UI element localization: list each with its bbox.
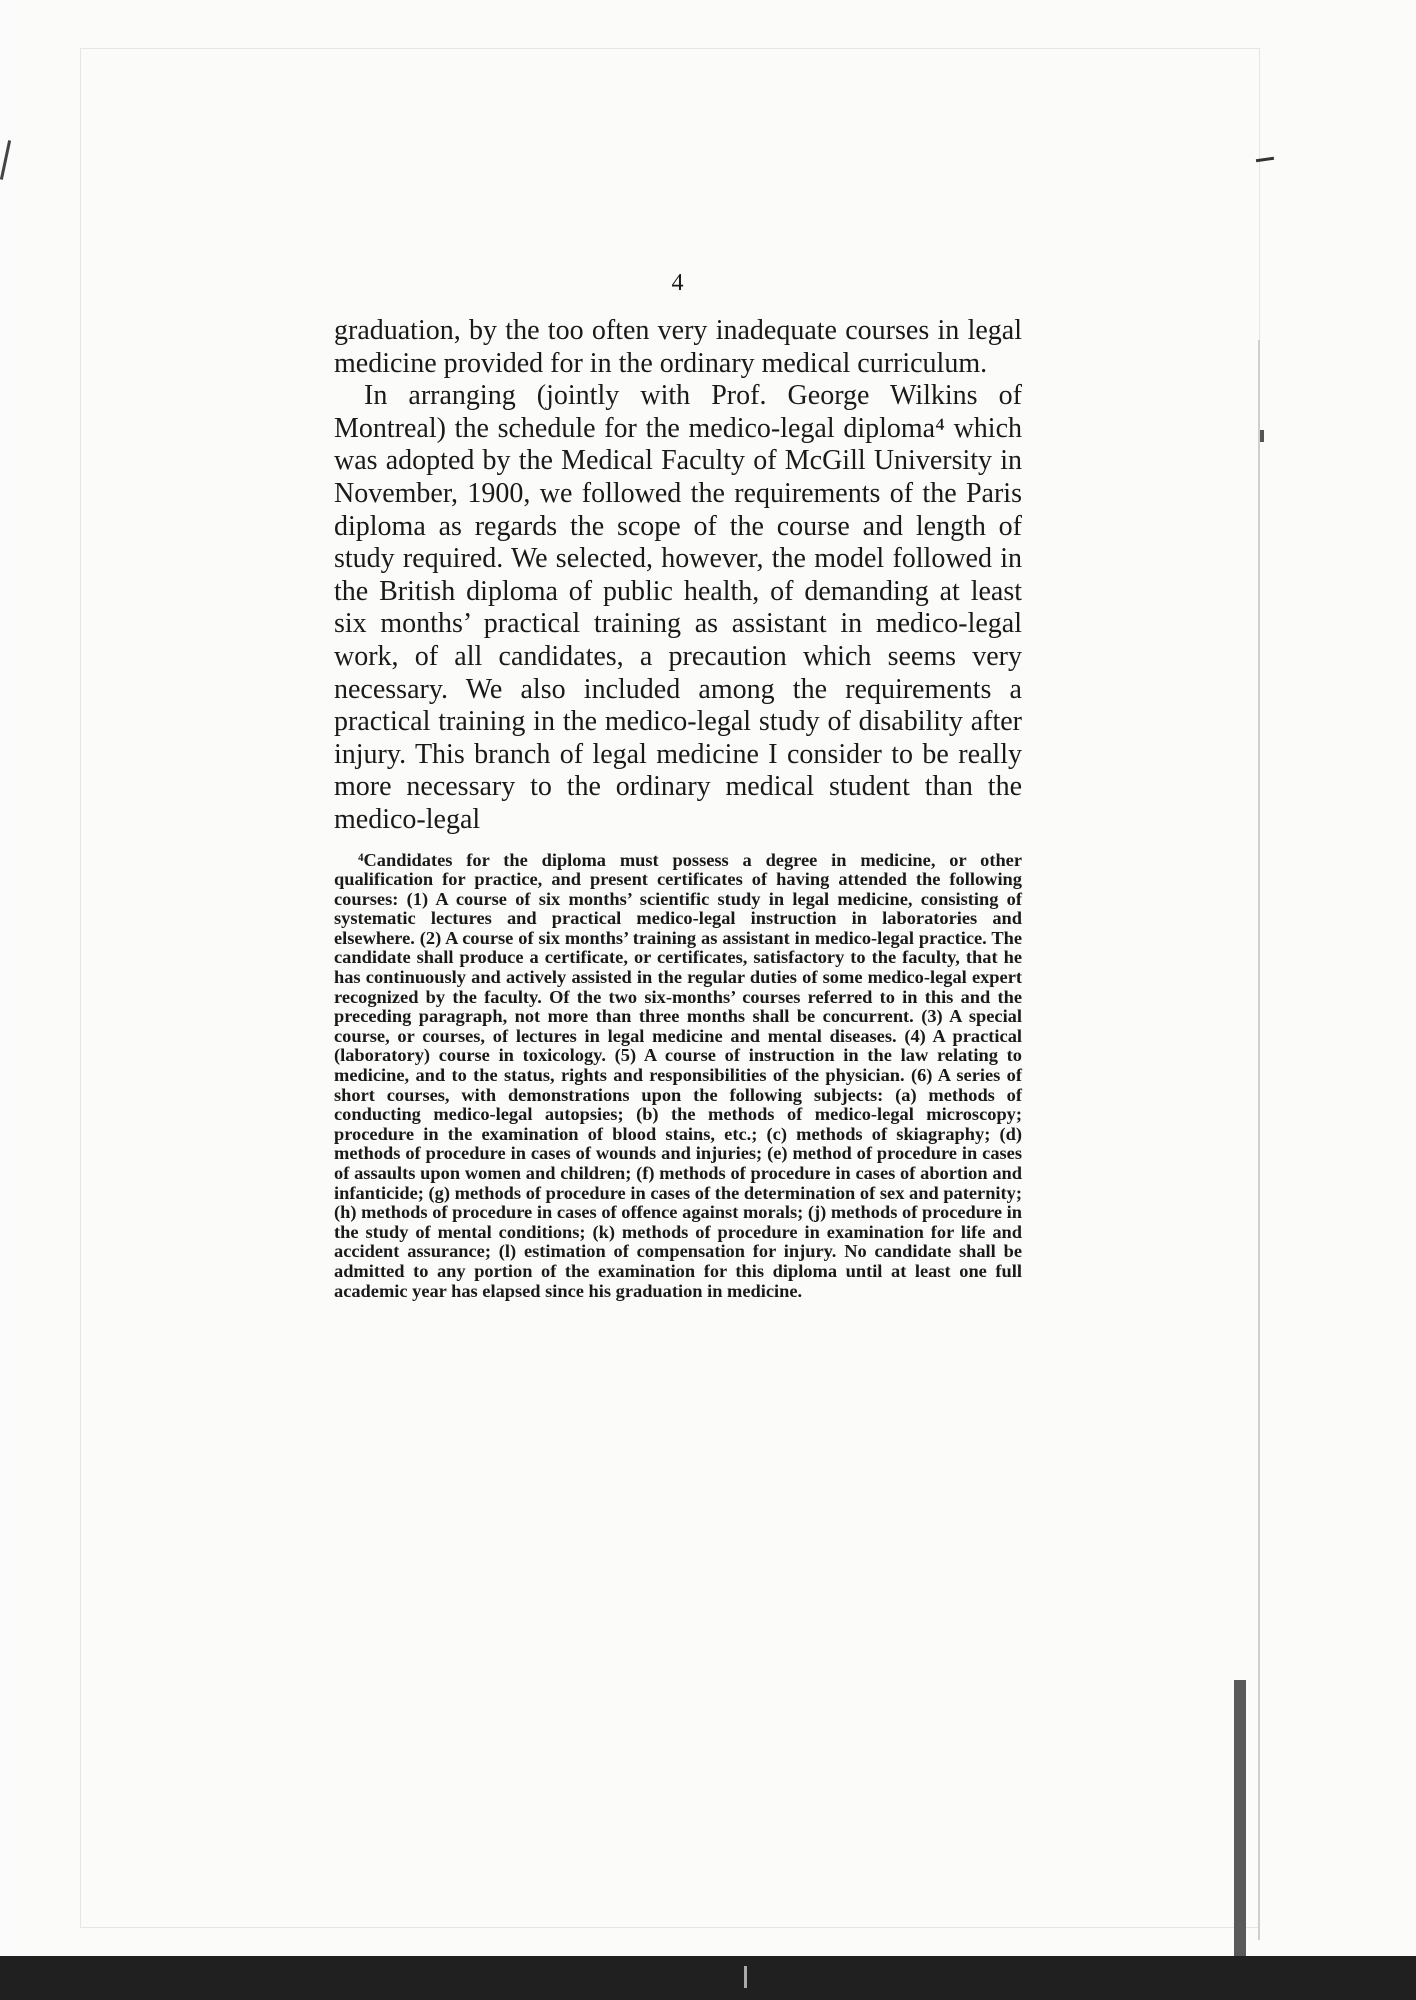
page-number: 4 bbox=[671, 270, 685, 296]
scan-mark bbox=[744, 1966, 747, 1988]
footnote: ⁴Candidates for the diploma must possess a degree in medicine, or other qualification for practice, and present certificates of having attended the following courses: (1) A course of six months’ scientific study in legal medicine, consisting of systematic lectures and practical medico-legal instruction in laboratories and elsewhere. (2) A course of six months’ training as assistant in medico-legal practice. The candidate shall produce a certificate, or certificates, satisfactory to the faculty, that he has continuously and actively assisted in the regular duties of some medico-legal expert recognized by the faculty. Of the two six-months’ courses referred to in this and the preceding paragraph, not more than three months shall be concurrent. (3) A special course, or courses, of lectures in legal medicine and mental diseases. (4) A practical (laboratory) course in toxicology. (5) A course of instruction in the law relating to medicine, and to the status, rights and responsibilities of the physician. (6) A series of short courses, with demonstrations upon the following subjects: (a) methods of conducting medico-legal autopsies; (b) the methods of medico-legal microscopy; procedure in the examination of blood stains, etc.; (c) methods of skiagraphy; (d) methods of procedure in cases of wounds and injuries; (e) method of procedure in cases of assaults upon women and children; (f) methods of procedure in cases of abortion and infanticide; (g) methods of procedure in cases of the determination of sex and paternity; (h) methods of procedure in cases of offence against morals; (j) methods of procedure in the study of mental conditions; (k) methods of procedure in examination for life and accident assurance; (l) estimation of compensation for injury. No candidate shall be admitted to any portion of the examination for this diploma until at least one full academic year has elapsed since his graduation in medicine. bbox=[334, 849, 1022, 1301]
page-text bbox=[334, 270, 1022, 1320]
scan-border bbox=[0, 0, 20, 2000]
scan-bottom-border bbox=[0, 1956, 1416, 2000]
page-binding-shadow bbox=[1234, 1680, 1246, 1956]
body-paragraph: graduation, by the too often very inadequate courses in legal medicine provided for in the ordinary medical curriculum. bbox=[334, 315, 1022, 379]
page-edge-line bbox=[1258, 340, 1260, 1940]
body-paragraph: In arranging (jointly with Prof. George Wilkins of Montreal) the schedule for the medico-legal diploma⁴ which was adopted by the Medical Faculty of McGill University in November, 1900, we followed the requirements of the Paris diploma as regards the scope of the course and length of study required. We selected, however, the model followed in the British diploma of public health, of demanding at least six months’ practical training as assistant in medico-legal work, of all candidates, a precaution which seems very necessary. We also included among the requirements a practical training in the medico-legal study of disability after injury. This branch of legal medicine I consider to be really more necessary to the ordinary medical student than the medico-legal bbox=[334, 380, 1022, 835]
scan-mark bbox=[1260, 430, 1264, 442]
